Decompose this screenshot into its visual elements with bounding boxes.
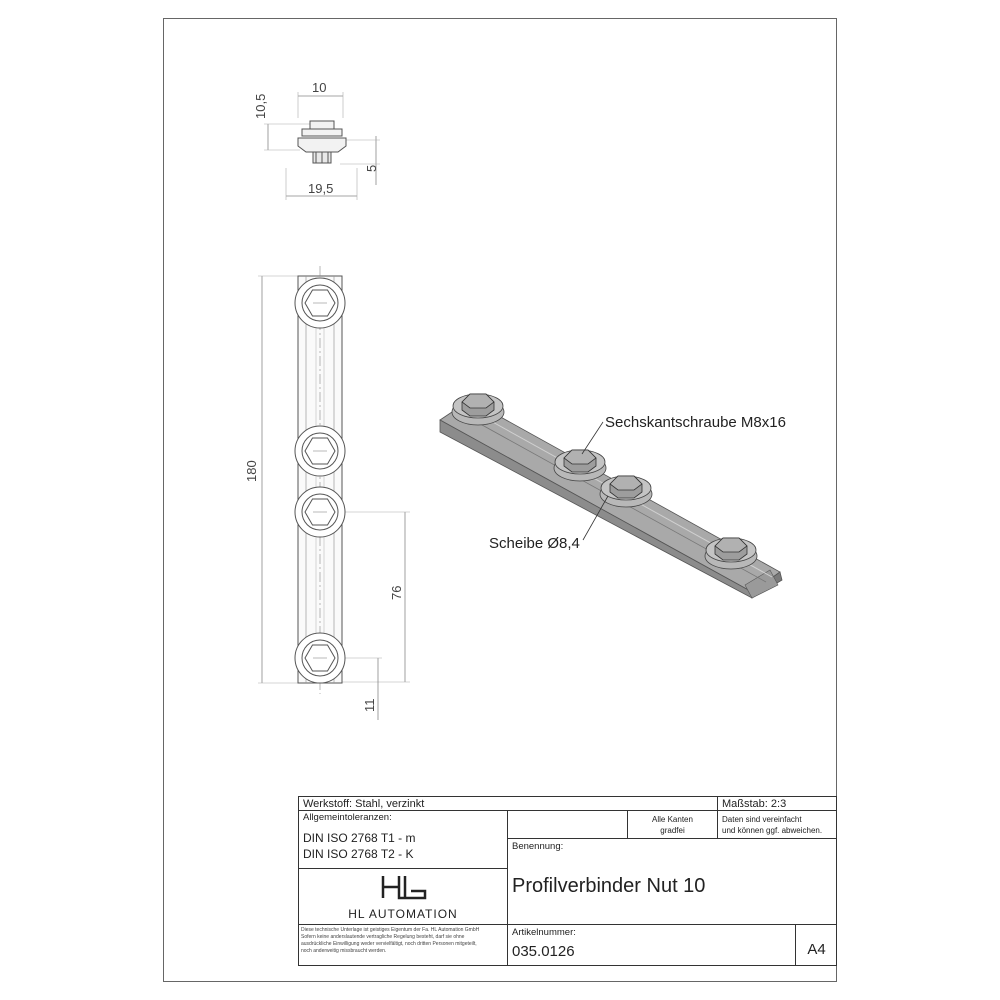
dim-length: 180 (244, 460, 259, 482)
dim-offset: 11 (362, 698, 377, 712)
dim-depth: 5 (364, 164, 379, 172)
data-note-line-1: Daten sind vereinfacht (722, 815, 802, 824)
logo-box (299, 869, 507, 925)
part-name: Profilverbinder Nut 10 (512, 875, 706, 897)
edges-line-1: Alle Kanten (652, 815, 693, 824)
fastener-3 (295, 487, 345, 537)
iso-fastener-1 (452, 394, 504, 425)
blank-cell (507, 811, 627, 839)
fastener-4 (295, 633, 345, 683)
dim-width-top: 10 (312, 80, 327, 95)
disclaimer-line-3: ausdrückliche Einwilligung weder vervielfältigt, noch dritten Personen mitgeteilt, (301, 941, 477, 947)
disclaimer-line-4: noch anderweitig missbraucht werden. (301, 948, 387, 954)
washer-callout: Scheibe Ø8,4 (489, 535, 580, 552)
disclaimer (301, 927, 505, 965)
article-label: Artikelnummer: (512, 927, 576, 938)
company-name: HL AUTOMATION (348, 907, 458, 921)
sheet-format: A4 (795, 925, 837, 966)
iso-fastener-4 (705, 538, 757, 569)
edges-line-2: gradfei (660, 826, 685, 835)
disclaimer-line-2: Sofern keine anderslautende vertragliche Regelung besteht, darf sie ohne (301, 934, 465, 940)
fastener-1 (295, 278, 345, 328)
tolerances-box (299, 811, 507, 869)
company-logo-icon (379, 874, 431, 902)
dim-pitch: 76 (389, 585, 404, 600)
data-note (717, 811, 837, 839)
scale: Maßstab: 2:3 (717, 797, 837, 811)
dim-height: 10,5 (253, 93, 268, 119)
iso-fastener-3 (600, 476, 652, 507)
tolerances-label: Allgemeintoleranzen: (303, 812, 392, 823)
fastener-2 (295, 426, 345, 476)
article-box (507, 925, 795, 966)
disclaimer-line-1: Diese technische Unterlage ist geistiges Eigentum der Fa. HL Automation GmbH (301, 927, 480, 933)
material: Werkstoff: Stahl, verzinkt (299, 797, 717, 811)
article-number: 035.0126 (512, 943, 575, 960)
tolerance-2: DIN ISO 2768 T2 - K (303, 847, 414, 861)
tolerance-1: DIN ISO 2768 T1 - m (303, 831, 416, 845)
screw-callout: Sechskantschraube M8x16 (605, 414, 786, 431)
name-box (507, 839, 837, 925)
name-label: Benennung: (512, 841, 564, 852)
title-block (298, 796, 837, 966)
plan-view (258, 266, 410, 720)
iso-fastener-2 (554, 450, 606, 481)
dim-width-bottom: 19,5 (308, 181, 334, 196)
edges-note (627, 811, 717, 839)
screw-leader (582, 422, 603, 454)
data-note-line-2: und können ggf. abweichen. (722, 826, 823, 835)
